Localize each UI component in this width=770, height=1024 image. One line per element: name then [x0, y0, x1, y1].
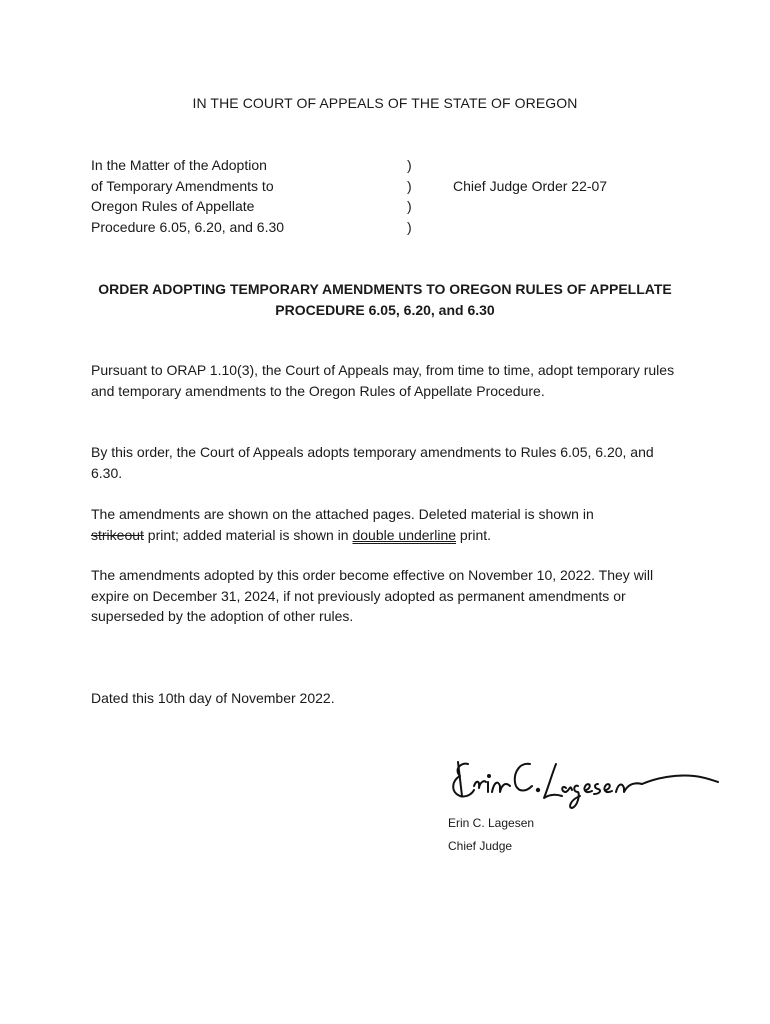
paragraph-text: The amendments are shown on the attached pages. Deleted material is shown in: [91, 506, 594, 522]
caption-paren: ): [407, 198, 412, 214]
caption-line: of Temporary Amendments to: [91, 177, 274, 194]
caption-parentheses: [407, 155, 419, 237]
paragraph-effective-date: The amendments adopted by this order become effective on November 10, 2022. They will expire on December 31, 2024, if not previously adopted as permanent amendments or superseded by the adoption of other rules.: [91, 567, 654, 624]
paragraph-adoption: By this order, the Court of Appeals adopts temporary amendments to Rules 6.05, 6.20, and 6.30.: [91, 444, 654, 481]
order-title: [91, 279, 679, 320]
dated-line: Dated this 10th day of November 2022.: [91, 690, 335, 706]
double-underline-example: double underline: [352, 526, 457, 543]
caption-line: Procedure 6.05, 6.20, and 6.30: [91, 218, 285, 235]
order-title-line: ORDER ADOPTING TEMPORARY AMENDMENTS TO OREGON RULES OF APPELLATE: [98, 281, 672, 297]
paragraph-text: print.: [456, 526, 492, 543]
caption-line: Oregon Rules of Appellate: [91, 198, 255, 214]
handwritten-signature: [446, 752, 726, 814]
caption-line: In the Matter of the Adoption: [91, 157, 267, 173]
caption-paren: ): [407, 218, 412, 235]
order-number: Chief Judge Order 22-07: [453, 177, 608, 194]
paragraph-authority: Pursuant to ORAP 1.10(3), the Court of Appeals may, from time to time, adopt temporary rules and temporary amendments to the Oregon Rules of Appellate Procedure.: [91, 362, 675, 399]
caption-paren: ): [407, 157, 412, 173]
caption-matter: [91, 155, 391, 237]
signatory-title: Chief Judge: [448, 839, 513, 853]
caption-paren: ): [407, 177, 412, 194]
paragraph-formatting: [91, 504, 681, 545]
order-title-line: PROCEDURE 6.05, 6.20, and 6.30: [275, 301, 495, 318]
court-heading: IN THE COURT OF APPEALS OF THE STATE OF OREGON: [192, 95, 578, 111]
strikeout-example: strikeout: [91, 526, 144, 543]
signatory-name: Erin C. Lagesen: [448, 816, 535, 830]
paragraph-text: print; added material is shown in: [143, 526, 353, 543]
